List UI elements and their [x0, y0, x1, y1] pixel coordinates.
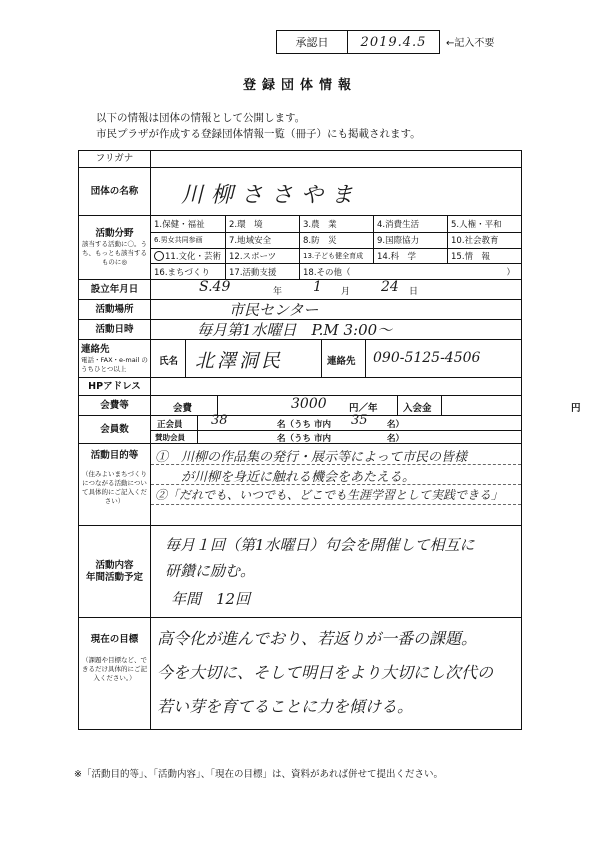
activity-option[interactable]: 7.地域安全: [225, 232, 299, 248]
activity-option-selected[interactable]: [151, 248, 225, 264]
row-datetime: [79, 319, 521, 339]
purpose-line-1: ① 川柳の作品集の発行・展示等によって市民の皆様: [155, 450, 468, 465]
founded-era: S.49: [199, 279, 231, 295]
purpose-line-2: が川柳を身近に触れる機会をあたえる。: [155, 470, 416, 485]
label-purpose-text: 活動目的等: [90, 450, 139, 461]
label-place: [79, 300, 151, 319]
label-hp: [79, 378, 151, 395]
place-field[interactable]: [151, 300, 521, 319]
regular-member-city[interactable]: 35: [351, 413, 368, 428]
row-hp: [79, 377, 521, 395]
group-name-field[interactable]: [151, 168, 521, 215]
activity-option-other[interactable]: [299, 263, 521, 279]
goal-field[interactable]: [151, 618, 521, 729]
label-annual: [79, 526, 151, 617]
founded-day: 24: [381, 279, 399, 295]
label-place-text: 活動場所: [95, 303, 134, 315]
activity-other-label: 18.その他（: [303, 267, 351, 278]
divider: [321, 340, 322, 377]
activity-option[interactable]: 17.活動支援: [225, 263, 299, 279]
activity-option[interactable]: 15.情 報: [447, 248, 521, 264]
activity-option[interactable]: 13.子ども健全育成: [299, 248, 373, 264]
activity-option[interactable]: 6.男女共同参画: [151, 232, 225, 248]
footnote: ※「活動目的等」、「活動内容」、「現在の目標」は、資料があれば併せて提出ください。: [74, 769, 443, 780]
contact-name-value[interactable]: 北澤洞民: [195, 350, 284, 372]
furigana-field[interactable]: [151, 151, 521, 167]
page-title: 登録団体情報: [242, 78, 357, 93]
label-group-name: [79, 168, 151, 215]
contact-value[interactable]: 090-5125-4506: [373, 350, 481, 366]
regular-member-label: 正会員: [157, 420, 183, 430]
divider: [151, 430, 521, 431]
activity-option[interactable]: 12.スポーツ: [225, 248, 299, 264]
regular-member-unit: 名（うち 市内: [277, 420, 331, 430]
row-purpose: [79, 443, 521, 525]
intro-line-2: 市民プラザが作成する登録団体情報一覧（冊子）にも掲載されます。: [96, 128, 421, 140]
activity-option[interactable]: 10.社会教育: [447, 232, 521, 248]
members-fields: [151, 413, 521, 444]
goal-line-1: 高令化が進んでおり、若返りが一番の課題。: [157, 629, 478, 648]
founded-field[interactable]: [151, 280, 521, 299]
annual-line-3: 年間 12回: [171, 590, 251, 608]
label-purpose: [79, 444, 151, 525]
activity-option[interactable]: 4.消費生活: [373, 216, 447, 232]
label-group-name-text: 団体の名称: [90, 185, 139, 197]
fee-fields: [151, 396, 581, 415]
activity-option[interactable]: 14.科 学: [373, 248, 447, 264]
activity-option[interactable]: 9.国際協力: [373, 232, 447, 248]
activity-option[interactable]: 8.防 災: [299, 232, 373, 248]
label-goal: [79, 618, 151, 729]
label-members: [79, 416, 151, 443]
purpose-field[interactable]: [151, 444, 521, 525]
ruled-line: [151, 504, 521, 505]
intro-line-1: 以下の情報は団体の情報として公開します。: [96, 112, 306, 124]
label-datetime: [79, 320, 151, 339]
approval-label: 承認日: [277, 31, 348, 53]
support-member-unit: 名（うち 市内: [277, 434, 331, 444]
activity-option[interactable]: 16.まちづくり: [151, 263, 225, 279]
activity-grid-wrap: [151, 216, 521, 279]
purpose-note: （住みよいまちづくりにつながる活動について具体的にご記入ください）: [82, 470, 147, 505]
approval-date: 2019.4.5: [360, 34, 427, 50]
datetime-field[interactable]: [151, 320, 521, 339]
row-members: [79, 415, 521, 443]
activity-other-close: ）: [506, 267, 515, 278]
founded-month-label: 月: [341, 287, 351, 297]
annual-line-1: 毎月１回（第1水曜日）句会を開催して相互に: [165, 536, 475, 554]
purpose-line-3: ②「だれでも、いつでも、どこでも生涯学習として実践できる」: [155, 488, 504, 502]
founded-month: 1: [313, 279, 322, 295]
support-member-end: 名）: [387, 434, 405, 444]
founded-year-label: 年: [273, 287, 283, 297]
activity-grid: [151, 216, 521, 279]
contact-note: 電話・FAX・e-mail の うちひとつ以上: [81, 355, 148, 373]
label-hp-text: HPアドレス: [88, 380, 141, 392]
annual-field[interactable]: [151, 526, 521, 617]
label-founded: [79, 280, 151, 299]
row-furigana: [79, 151, 521, 167]
place-value: 市民センター: [229, 301, 319, 319]
divider: [397, 396, 398, 415]
hp-field[interactable]: [151, 378, 521, 395]
row-goal: [79, 617, 521, 729]
activity-option-label: 11.文化・芸術: [165, 251, 222, 262]
goal-line-3: 若い芽を育てることに力を傾ける。: [157, 697, 414, 716]
label-furigana: フリガナ: [79, 151, 151, 167]
founded-day-label: 日: [409, 287, 419, 297]
activity-option[interactable]: 2.環 境: [225, 216, 299, 232]
label-datetime-text: 活動日時: [95, 323, 134, 335]
row-fee: [79, 395, 581, 415]
row-place: [79, 299, 521, 319]
divider: [185, 340, 186, 377]
selected-circle-icon: [154, 251, 164, 261]
activity-option[interactable]: 5.人権・平和: [447, 216, 521, 232]
fee-value[interactable]: 3000: [291, 396, 327, 412]
group-name-value: 川柳ささやま: [181, 183, 362, 208]
regular-member-end: 名）: [387, 420, 405, 430]
regular-member-count[interactable]: 38: [211, 413, 228, 428]
label-fee: [79, 396, 151, 415]
label-contact-text: 連絡先: [81, 343, 110, 355]
label-fee-text: 会費等: [100, 399, 129, 411]
label-contact: [79, 340, 151, 377]
label-founded-text: 設立年月日: [90, 283, 139, 295]
registration-form: [78, 150, 581, 730]
datetime-value: 毎月第1水曜日 P.M 3:00～: [197, 321, 393, 339]
row-contact: [79, 339, 521, 377]
goal-note: （課題や目標など、できるだけ具体的にご記入ください。）: [82, 656, 147, 682]
divider: [365, 340, 366, 377]
entry-fee-unit: 円: [571, 403, 581, 414]
support-member-label: 賛助会員: [155, 433, 185, 442]
goal-line-2: 今を大切に、そして明日をより大切にし次代の: [157, 663, 494, 682]
contact-name-label: 氏名: [159, 356, 179, 367]
approval-box: [276, 30, 440, 54]
label-annual-text: 活動内容: [95, 559, 134, 571]
contact-label: 連絡先: [327, 356, 356, 367]
fee-unit: 円／年: [349, 403, 378, 414]
activity-option[interactable]: 1.保健・福祉: [154, 219, 205, 230]
entry-fee-label: 入会金: [403, 403, 432, 414]
approval-note: ←記入不要: [446, 38, 495, 49]
label-goal-text: 現在の目標: [90, 634, 139, 645]
label-activity-field: [79, 216, 151, 279]
label-annual-text-2: 年間活動予定: [85, 571, 143, 583]
contact-fields: [151, 340, 521, 377]
divider: [441, 396, 442, 415]
row-annual: [79, 525, 521, 617]
label-activity-text: 活動分野: [95, 228, 134, 239]
fee-label: 会費: [173, 403, 193, 414]
activity-option[interactable]: 3.農 業: [299, 216, 373, 232]
annual-line-2: 研鑽に励む。: [165, 562, 256, 580]
intro-text: [96, 110, 421, 142]
activity-note: 該当する活動に〇。うち、もっとも該当するものに◎: [82, 240, 147, 266]
row-group-name: [79, 167, 521, 215]
label-members-text: 会員数: [100, 423, 129, 435]
row-founded: [79, 279, 521, 299]
row-activity-field: [79, 215, 521, 279]
